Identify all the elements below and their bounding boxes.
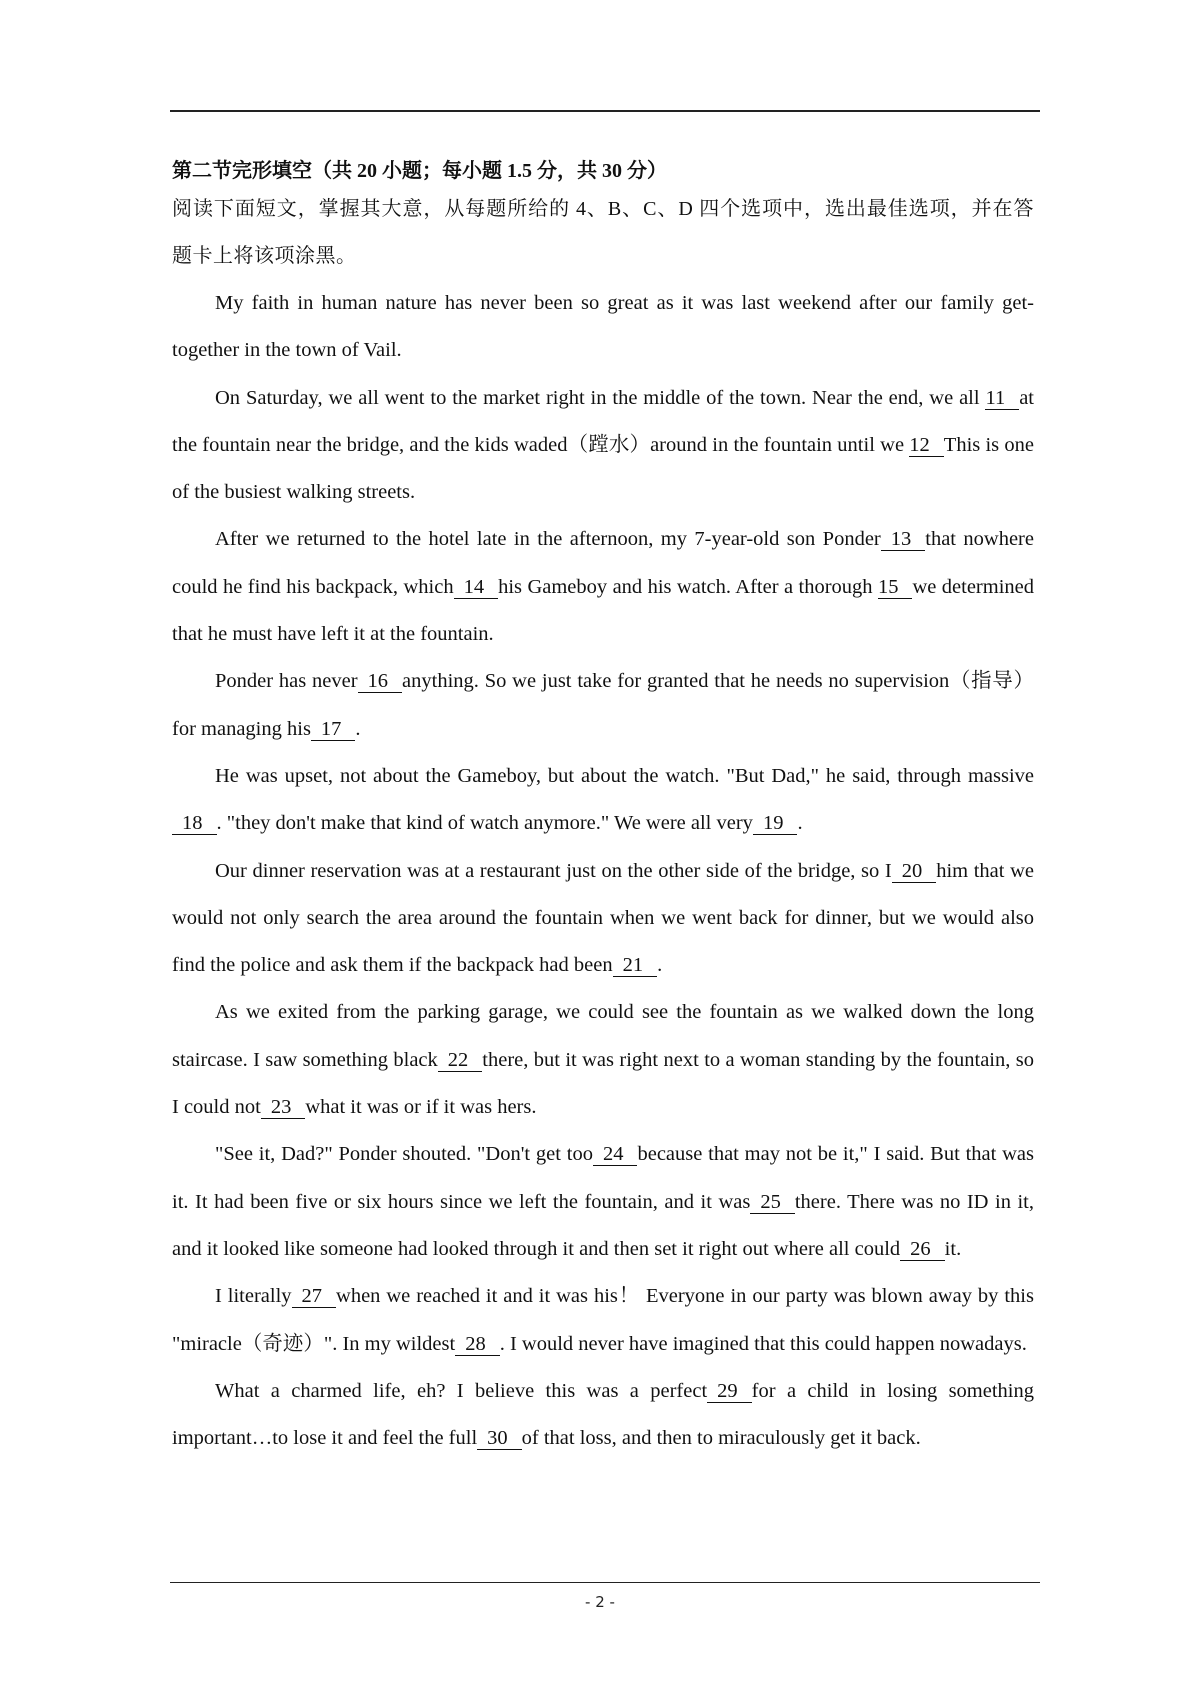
blank-22: 22 [438, 1049, 483, 1072]
blank-13: 13 [881, 528, 926, 551]
document-body [172, 156, 1034, 1462]
blank-30: 30 [477, 1427, 522, 1450]
paragraph-text: it. [944, 1237, 962, 1260]
blank-28: 28 [455, 1333, 500, 1356]
paragraph-text: of that loss, and then to miraculously get it back. [521, 1427, 921, 1450]
blank-20: 20 [892, 860, 937, 883]
paragraph-text: . [797, 812, 803, 835]
paragraph-text: My faith in human nature has never been so great as it was last weekend after our family get-together in the town of Vail. [172, 292, 1034, 362]
paragraph-text: Ponder has never [215, 670, 358, 693]
header-rule [170, 110, 1040, 112]
blank-11: 11 [985, 387, 1019, 410]
instructions: 阅读下面短文，掌握其大意，从每题所给的 4、B、C、D 四个选项中，选出最佳选项，并在答题卡上将该项涂黑。 [172, 198, 1034, 267]
paragraph-3 [172, 516, 1034, 658]
paragraph-text: there, but it was right next to a woman standing by the fountain, so I could not [172, 1048, 1034, 1119]
paragraph-text: This is one of the busiest walking streets. [172, 433, 1035, 504]
section-title: 第二节完形填空（共 20 小题；每小题 1.5 分，共 30 分） [172, 160, 667, 182]
paragraph-10 [172, 1368, 1034, 1463]
paragraph-9 [172, 1273, 1034, 1368]
blank-17: 17 [311, 718, 356, 741]
paragraph-6 [172, 848, 1034, 990]
blank-14: 14 [454, 576, 499, 599]
paragraph-5 [172, 753, 1034, 848]
paragraph-text: As we exited from the parking garage, we could see the fountain as we walked down the long staircase. I saw something black [172, 1001, 1034, 1071]
blank-16: 16 [358, 670, 403, 693]
paragraph-text: . I would never have imagined that this could happen nowadays. [499, 1332, 1027, 1355]
blank-24: 24 [593, 1143, 638, 1166]
paragraph-text: Our dinner reservation was at a restaurant just on the other side of the bridge, so I [215, 859, 892, 882]
blank-25: 25 [750, 1191, 795, 1214]
paragraph-2 [172, 375, 1034, 517]
blank-23: 23 [261, 1096, 306, 1119]
paragraph-text: what it was or if it was hers. [305, 1096, 537, 1119]
blank-18: 18 [172, 812, 217, 835]
blank-12: 12 [909, 434, 944, 457]
blank-27: 27 [292, 1285, 337, 1308]
paragraph-text: at the fountain near the bridge, and the kids waded（蹚水）around in the fountain until we [172, 386, 1034, 456]
footer-rule [170, 1582, 1040, 1583]
paragraph-text: his Gameboy and his watch. After a thorough [498, 575, 878, 598]
paragraph-text: . "they don't make that kind of watch anymore." We were all very [216, 812, 753, 835]
paragraph-4 [172, 658, 1034, 753]
paragraph-text: He was upset, not about the Gameboy, but about the watch. "But Dad," he said, through massive [215, 764, 1034, 787]
blank-15: 15 [878, 576, 913, 599]
paragraph-text: . [355, 717, 361, 740]
paragraph-text: On Saturday, we all went to the market right in the middle of the town. Near the end, we all [215, 386, 986, 409]
paragraph-1 [172, 280, 1034, 375]
paragraph-text: anything. So we just take for granted that he needs no supervision（指导）for managing his [172, 670, 1034, 740]
paragraph-7 [172, 989, 1034, 1131]
blank-19: 19 [753, 812, 798, 835]
paragraph-text: "See it, Dad?" Ponder shouted. "Don't get too [215, 1143, 593, 1166]
blank-26: 26 [900, 1238, 945, 1261]
paragraph-text: there. There was no ID in it, and it looked like someone had looked through it and then set it right out where all could [172, 1190, 1034, 1260]
paragraph-text: him that we would not only search the area around the fountain when we went back for dinner, but we would also find the police and ask them if the backpack had been [172, 859, 1034, 977]
paragraph-text: What a charmed life, eh? I believe this was a perfect [215, 1379, 708, 1402]
paragraph-text: that nowhere could he find his backpack, which [172, 528, 1034, 598]
paragraph-text: After we returned to the hotel late in the afternoon, my 7-year-old son Ponder [215, 528, 881, 551]
blank-21: 21 [613, 954, 658, 977]
page-number: - 2 - [585, 1593, 615, 1611]
paragraph-text: I literally [215, 1285, 292, 1308]
paragraph-text: when we reached it and it was his！ Everyone in our party was blown away by this "miracle（奇迹）". In my wildest [172, 1285, 1034, 1355]
paragraph-text: we determined that he must have left it at the fountain. [172, 575, 1034, 646]
paragraph-text: for a child in losing something important…to lose it and feel the full [172, 1379, 1034, 1450]
paragraph-text: . [657, 954, 663, 977]
blank-29: 29 [707, 1380, 752, 1403]
paragraph-8 [172, 1131, 1034, 1273]
paragraph-text: because that may not be it," I said. But that was it. It had been five or six hours since we left the fountain, and it was [172, 1143, 1034, 1213]
cloze-passage [172, 280, 1034, 1462]
